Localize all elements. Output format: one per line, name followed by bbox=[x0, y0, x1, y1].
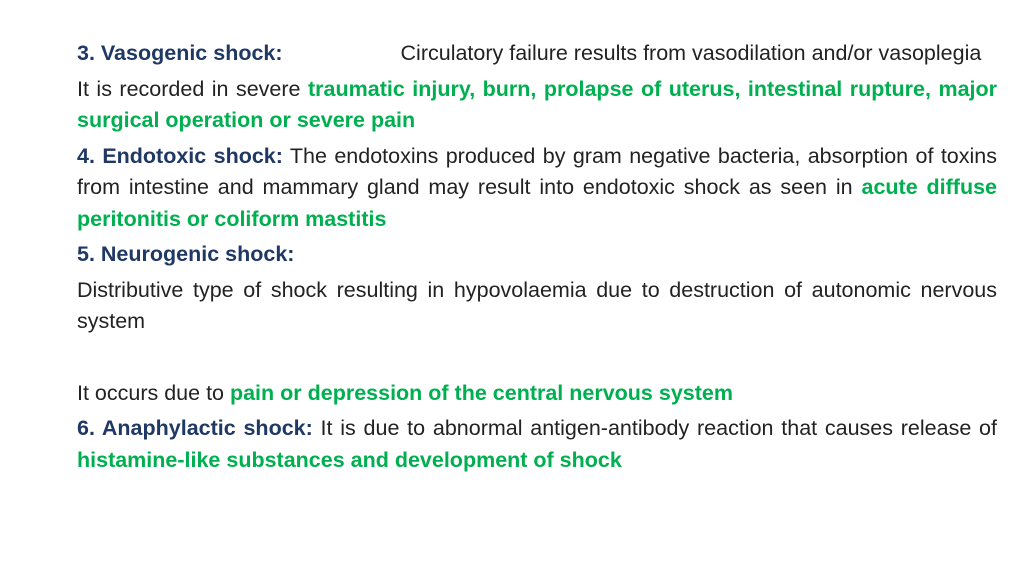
endotoxic-highlight: acute diffuse peritonitis or coliform mastitis bbox=[77, 175, 997, 231]
slide-content bbox=[77, 38, 997, 480]
vasogenic-heading: 3. Vasogenic shock: bbox=[77, 41, 283, 65]
vasogenic-recorded-prefix: It is recorded in severe bbox=[77, 76, 308, 101]
anaphylactic-highlight: histamine-like substances and development of shock bbox=[77, 447, 622, 472]
vasogenic-text: Circulatory failure results from vasodilation and/or vasoplegia bbox=[400, 41, 982, 65]
neurogenic-occurs-prefix: It occurs due to bbox=[77, 380, 230, 405]
endotoxic-text: The endotoxins produced by gram negative bacteria, absorption of toxins from intestine and mammary gland may result into endotoxic shock as seen in bbox=[77, 143, 997, 199]
neurogenic-text: Distributive type of shock resulting in hypovolaemia due to destruction of autonomic nervous system bbox=[77, 277, 997, 333]
paragraph-spacer bbox=[77, 342, 997, 378]
anaphylactic-heading: 6. Anaphylactic shock: bbox=[77, 416, 313, 440]
endotoxic-heading: 4. Endotoxic shock: bbox=[77, 143, 283, 168]
neurogenic-occurs-paragraph bbox=[77, 378, 997, 410]
neurogenic-heading: 5. Neurogenic shock: bbox=[77, 242, 295, 266]
anaphylactic-text: It is due to abnormal antigen-antibody reaction that causes release of bbox=[312, 416, 997, 440]
vasogenic-paragraph bbox=[77, 38, 997, 70]
neurogenic-paragraph bbox=[77, 275, 997, 338]
vasogenic-recorded-highlight: traumatic injury, burn, prolapse of uterus, intestinal rupture, major surgical operation or severe pain bbox=[77, 76, 997, 132]
neurogenic-heading-paragraph bbox=[77, 239, 997, 271]
neurogenic-occurs-highlight: pain or depression of the central nervous system bbox=[229, 380, 733, 405]
vasogenic-recorded-paragraph bbox=[77, 74, 997, 137]
anaphylactic-paragraph bbox=[77, 413, 997, 476]
endotoxic-paragraph bbox=[77, 141, 997, 236]
